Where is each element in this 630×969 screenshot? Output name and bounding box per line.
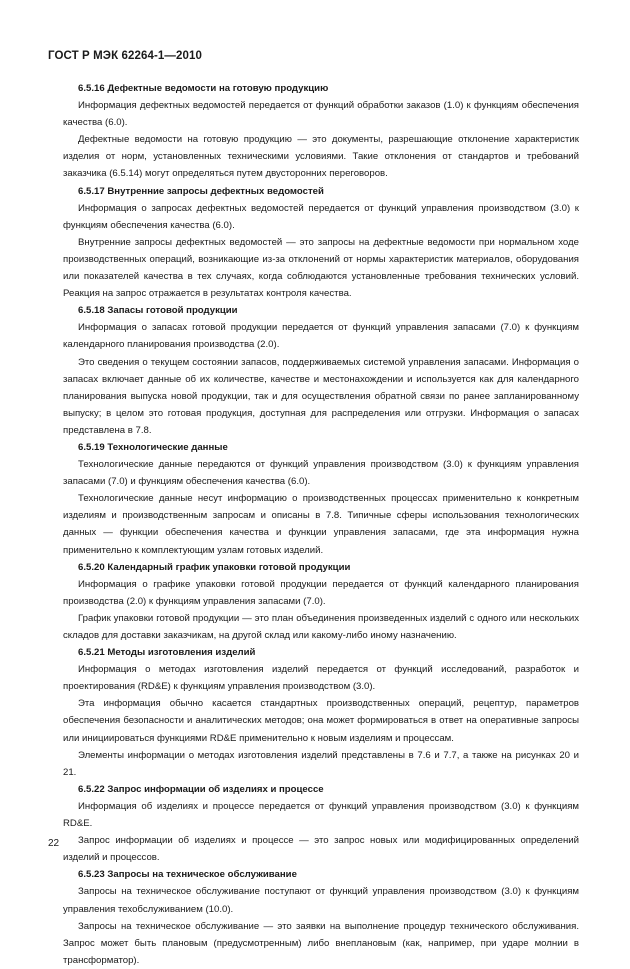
section-title: Внутренние запросы дефектных ведомостей: [107, 185, 324, 197]
section-number: 6.5.23: [78, 869, 105, 881]
section-6-5-16: [63, 80, 579, 183]
paragraph: График упаковки готовой продукции — это план объединения произведенных изделий с одного или нескольких складов для доставки заказчикам, на другой склад или какому-либо иному назначению.: [63, 612, 579, 641]
section-title: Запасы готовой продукции: [107, 305, 238, 317]
section-heading: [63, 559, 579, 576]
section-title: Дефектные ведомости на готовую продукцию: [107, 83, 329, 94]
paragraph: Информация о запасах готовой продукции передается от функций управления запасами (7.0) к функциям календарного планирования производства (2.0).: [63, 322, 579, 351]
section-number: 6.5.21: [78, 647, 105, 659]
section-6-5-22: [63, 781, 579, 866]
section-title: Технологические данные: [107, 441, 228, 453]
section-6-5-21: [63, 644, 579, 781]
section-number: 6.5.18: [78, 305, 105, 317]
paragraph: Это сведения о текущем состоянии запасов, поддерживаемых системой управления запасами. Информация о запасах включает данные об их количестве, качестве и местонахождении и используется как для календарного планирования выпуска новой продукции, так и для осуществления обратной связи по ранее запланированному выпуску; в целом это готовая продукция, доступная для распределения или отгрузки. Информация о запасах представлена в 7.8.: [63, 356, 579, 436]
section-number: 6.5.19: [78, 441, 105, 453]
document-body: [63, 80, 579, 969]
section-number: 6.5.22: [78, 783, 105, 795]
paragraph: Элементы информации о методах изготовления изделий представлены в 7.6 и 7.7, а также на рисунках 20 и 21.: [63, 749, 579, 778]
paragraph: Информация о запросах дефектных ведомостей передается от функций управления производством (3.0) к функциям обеспечения качества (6.0).: [63, 202, 579, 231]
paragraph: Запросы на техническое обслуживание поступают от функций управления производством (3.0) к функциям управления техобслуживанием (10.0).: [63, 886, 579, 915]
section-heading: [63, 781, 579, 798]
section-title: Методы изготовления изделий: [107, 647, 256, 659]
section-heading: [63, 183, 579, 200]
section-number: 6.5.16: [78, 83, 105, 94]
section-number: 6.5.17: [78, 185, 105, 197]
section-heading: [63, 439, 579, 456]
section-heading: [63, 302, 579, 319]
section-6-5-17: [63, 183, 579, 303]
document-header: ГОСТ Р МЭК 62264-1—2010: [48, 50, 202, 62]
page-number: 22: [48, 838, 60, 849]
section-heading: [63, 80, 579, 97]
section-number: 6.5.20: [78, 561, 105, 573]
section-6-5-18: [63, 302, 579, 439]
paragraph: Внутренние запросы дефектных ведомостей — это запросы на дефектные ведомости при нормальном ходе производственных операций, возникающие из-за отклонений от нормы характеристик материалов, оборудования или показателей качества в тех случаях, когда соблюдаются установленные требования технических условий. Реакция на запрос отражается в результатах контроля качества.: [63, 236, 579, 300]
section-6-5-23: [63, 866, 579, 969]
paragraph: Информация о графике упаковки готовой продукции передается от функций календарного планирования производства (2.0) к функциям управления запасами (7.0).: [63, 578, 579, 607]
section-6-5-20: [63, 559, 579, 644]
paragraph: Информация о методах изготовления изделий передается от функций исследований, разработок и проектирования (RD&E) к функциям управления производством (3.0).: [63, 664, 579, 693]
paragraph: Информация об изделиях и процессе передается от функций управления производством (3.0) к функциям RD&E.: [63, 800, 579, 830]
section-6-5-19: [63, 439, 579, 559]
paragraph: Запрос информации об изделиях и процессе — это запрос новых или модифицированных определений изделий и процессов.: [63, 835, 579, 864]
paragraph: Дефектные ведомости на готовую продукцию — это документы, разрешающие отклонение характеристик изделия от норм, установленных техническими условиями. Такие отклонения от стандартов и требований заказчика (6.5.14) могут определяться путем двусторонних переговоров.: [63, 134, 579, 180]
section-title: Календарный график упаковки готовой продукции: [107, 561, 351, 573]
paragraph: Технологические данные несут информацию о производственных процессах применительно к конкретным изделиям и производственным запросам и описаны в 7.8. Типичные сферы использования технологических данных — функции обеспечения качества и функции управления запасами, где эта информация нужна применительно к комплектующим узлам готовых изделий.: [63, 493, 579, 556]
paragraph: Эта информация обычно касается стандартных производственных операций, рецептур, параметров обеспечения безопасности и аналитических методов; она может формироваться в ответ на оперативные запросы или инициироваться функциями RD&E применительно к новым изделиям и процессам.: [63, 698, 579, 744]
section-title: Запросы на техническое обслуживание: [107, 869, 297, 881]
paragraph: Информация дефектных ведомостей передается от функций обработки заказов (1.0) к функциям обеспечения качества (6.0).: [63, 100, 579, 129]
section-heading: [63, 866, 579, 883]
paragraph: Технологические данные передаются от функций управления производством (3.0) к функциям управления запасами (7.0) и функциям обеспечения качества (6.0).: [63, 459, 579, 488]
section-heading: [63, 644, 579, 661]
paragraph: Запросы на техническое обслуживание — это заявки на выполнение процедур технического обслуживания. Запрос может быть плановым (предусмотренным) либо внеплановым (как, например, при ударе молнии в трансформатор).: [63, 920, 579, 966]
section-title: Запрос информации об изделиях и процессе: [107, 783, 324, 795]
